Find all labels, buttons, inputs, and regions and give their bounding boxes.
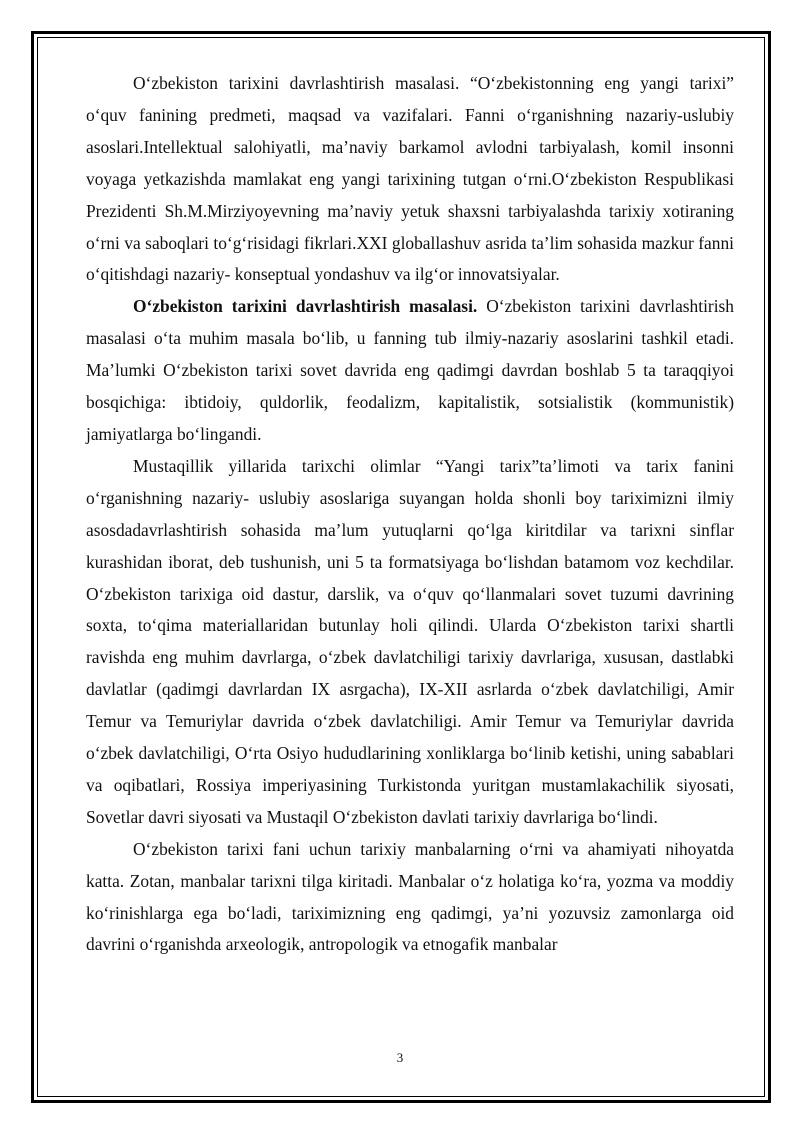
paragraph-2: O‘zbekiston tarixini davrlashtirish masalasi. O‘zbekiston tarixini davrlashtirish masalasi o‘ta muhim masala bo‘lib, u fanning tub ilmiy-nazariy asoslarini tashkil etadi. Ma’lumki O‘zbekiston tarixi sovet davrida eng qadimgi davrdan boshlab 5 ta taraqqiyoi bosqichiga: ibtidoiy, quldorlik, feodalizm, kapitalistik, sotsialistik (kommunistik) jamiyatlarga bo‘lingandi. bbox=[86, 296, 735, 444]
section-heading: O‘zbekiston tarixini davrlashtirish masalasi. bbox=[133, 296, 478, 317]
page-number: 3 bbox=[396, 1050, 404, 1065]
paragraph-3: Mustaqillik yillarida tarixchi olimlar “Yangi tarix”ta’limoti va tarix fanini o‘rganishning nazariy- uslubiy asoslariga suyangan holda shonli boy tariximizni ilmiy asosdadavrlashtirish sohasida ma’lum yutuqlarni qo‘lga kiritdilar va tarixni sinflar kurashidan iborat, deb tushunish, uni 5 ta formatsiyaga bo‘lishdan batamom voz kechdilar. O‘zbekiston tarixiga oid dastur, darslik, va o‘quv qo‘llanmalari sovet tuzumi davrining soxta, to‘qima materiallaridan butunlay holi qilindi. Ularda O‘zbekiston tarixi shartli ravishda eng muhim davrlarga, o‘zbek davlatchiligi tarixiy davrlariga, xususan, dastlabki davlatlar (qadimgi davrlardan IX asrgacha), IX-XII asrlarda o‘zbek davlatchiligi, Amir Temur va Temuriylar davrida o‘zbek davlatchiligi. Amir Temur va Temuriylar davrida o‘zbek davlatchiligi, O‘rta Osiyo hududlarining xonliklarga bo‘linib ketishi, uning sabablari va oqibatlari, Rossiya imperiyasining Turkistonda yuritgan mustamlakachilik siyosati, Sovetlar davri siyosati va Mustaqil O‘zbekiston davlati tarixiy davrlariga bo‘lindi. bbox=[86, 455, 734, 827]
paragraph-1: O‘zbekiston tarixini davrlashtirish masalasi. “O‘zbekistonning eng yangi tarixi” o‘quv fanining predmeti, maqsad va vazifalari. Fanni o‘rganishning nazariy-uslubiy asoslari.Intellektual salohiyatli, ma’naviy barkamol avlodni tarbiyalash, komil insonni voyaga yetkazishda mamlakat eng yangi tarixining tutgan o‘rni.O‘zbekiston Respublikasi Prezidenti Sh.M.Mirziyoyevning ma’naviy yetuk shaxsni tarbiyalashda tarixiy xotiraning o‘rni va saboqlari to‘g‘risidagi fikrlari.XXI globallashuv asrida ta’lim sohasida mazkur fanni o‘qitishdagi nazariy- konseptual yondashuv va ilg‘or innovatsiyalar. bbox=[86, 73, 734, 285]
paragraph-4: O‘zbekiston tarixi fani uchun tarixiy manbalarning o‘rni va ahamiyati nihoyatda katta. Zotan, manbalar tarixni tilga kiritadi. Manbalar o‘z holatiga ko‘ra, yozma va moddiy ko‘rinishlarga ega bo‘ladi, tariximizning eng qadimgi, ya’ni yozuvsiz zamonlarga oid davrini o‘rganishda arxeologik, antropologik va etnogafik manbalar bbox=[86, 838, 734, 955]
document-body bbox=[86, 68, 734, 961]
